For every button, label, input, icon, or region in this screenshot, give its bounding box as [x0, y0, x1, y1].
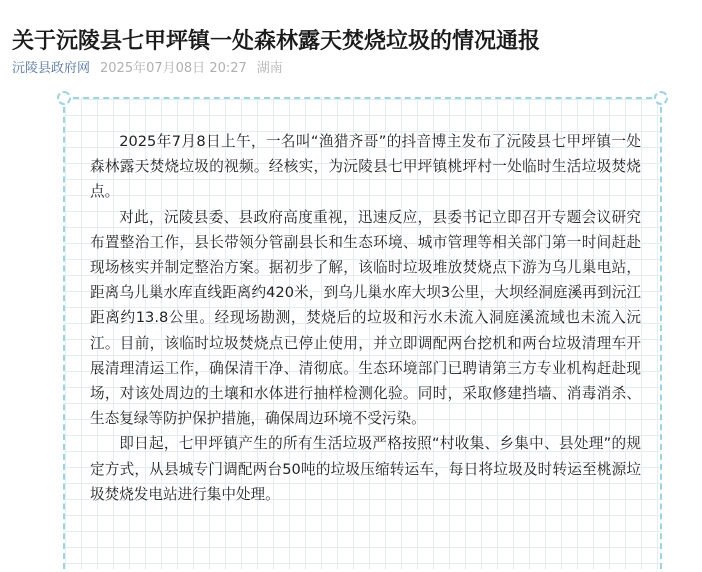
- notice-card: [63, 97, 662, 569]
- publish-date: 2025年07月08日 20:27: [100, 61, 247, 76]
- notice-paragraph-1: 2025年7月8日上午，一名叫“渔猎齐哥”的抖音博主发布了沅陵县七甲坪镇一处森林露天焚烧垃圾的视频。经核实，为沅陵县七甲坪镇桃坪村一处临时生活垃圾焚烧点。: [90, 133, 641, 201]
- notice-body: [90, 129, 641, 507]
- article-meta: [12, 59, 283, 79]
- source-link[interactable]: 沅陵县政府网: [12, 61, 91, 76]
- article-title: 关于沅陵县七甲坪镇一处森林露天焚烧垃圾的情况通报: [12, 28, 541, 54]
- region-tag: 湖南: [256, 61, 283, 76]
- notice-paragraph-2: 对此，沅陵县委、县政府高度重视，迅速反应，县委书记立即召开专题会议研究布置整治工作，县长带领分管副县长和生态环境、城市管理等相关部门第一时间赶赴现场核实并制定整治方案。据初步了解，该临时垃圾堆放焚烧点下游为乌儿巢电站，距离乌儿巢水库直线距离约420米，到乌儿巢水库大坝3公里，大坝经洞庭溪再到沅江距离约13.8公里。经现场勘测，焚烧后的垃圾和污水未流入洞庭溪流域也未流入沅江。目前，该临时垃圾焚烧点已停止使用，并立即调配两台挖机和两台垃圾清理车开展清理清运工作，确保清干净、清彻底。生态环境部门已聘请第三方专业机构赶赴现场，对该处周边的土壤和水体进行抽样检测化验。同时，采取修建挡墙、消毒消杀、生态复绿等防护保护措施，确保周边环境不受污染。: [90, 208, 641, 428]
- notice-paragraph-3: 即日起，七甲坪镇产生的所有生活垃圾严格按照“村收集、乡集中、县处理”的规定方式，从县城专门调配两台50吨的垃圾压缩转运车，每日将垃圾及时转运至桃源垃圾焚烧发电站进行集中处理。: [90, 435, 641, 503]
